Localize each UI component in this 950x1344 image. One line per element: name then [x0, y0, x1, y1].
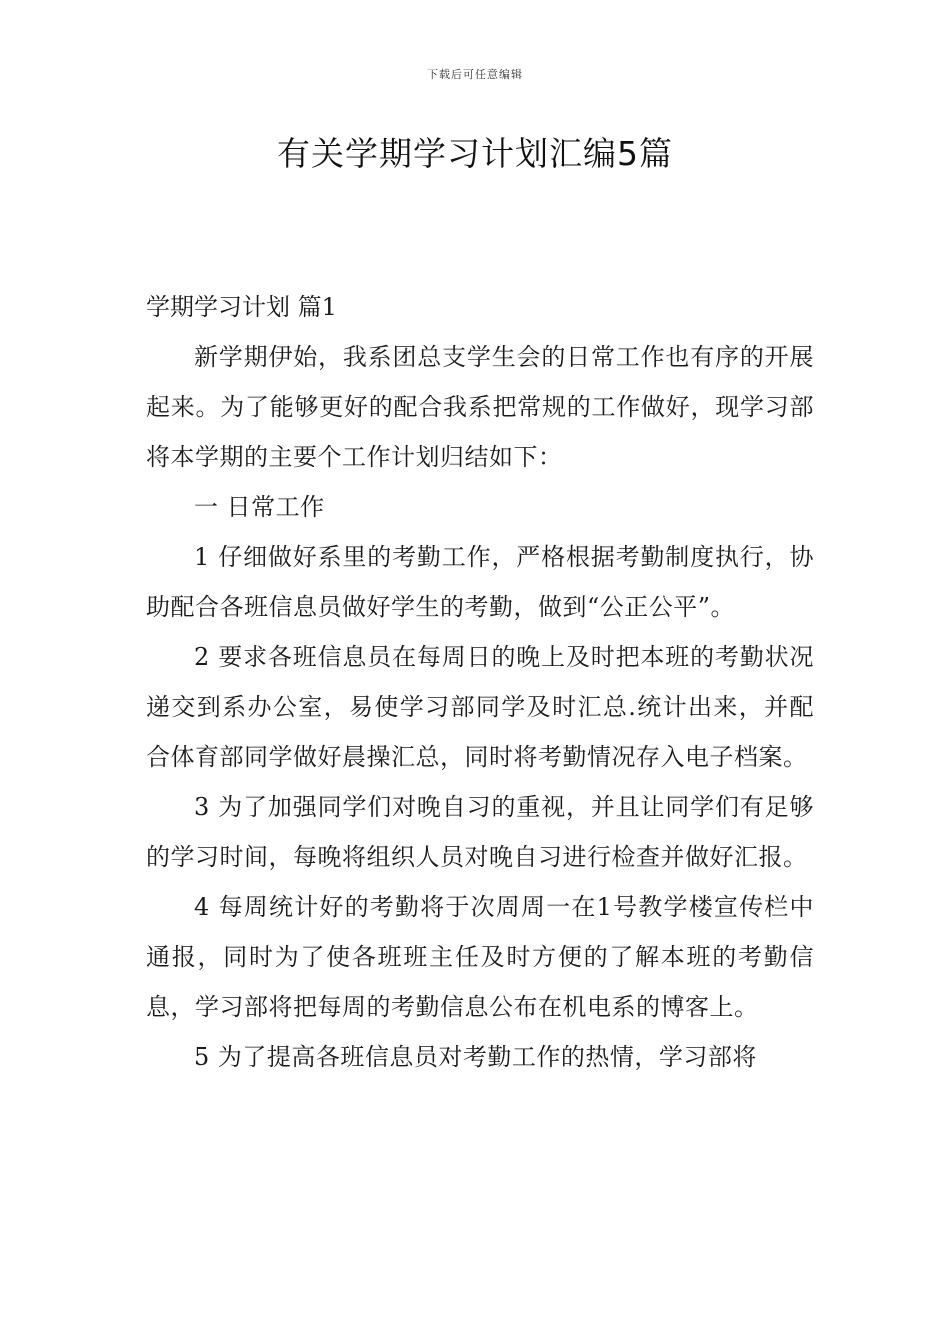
paragraph-item-5: 5 为了提高各班信息员对考勤工作的热情，学习部将 [194, 1043, 757, 1071]
paragraph-item-1: 1 仔细做好系里的考勤工作，严格根据考勤制度执行，协助配合各班信息员做好学生的考勤，做到“公正公平”。 [146, 543, 814, 621]
paragraph-item-3: 3 为了加强同学们对晚自习的重视，并且让同学们有足够的学习时间，每晚将组织人员对晚自习进行检查并做好汇报。 [146, 793, 814, 871]
paragraph-subheading: 一 日常工作 [194, 493, 325, 521]
paragraph-intro: 新学期伊始，我系团总支学生会的日常工作也有序的开展起来。为了能够更好的配合我系把常规的工作做好，现学习部将本学期的主要个工作计划归结如下： [146, 343, 814, 471]
paragraph-item-2: 2 要求各班信息员在每周日的晚上及时把本班的考勤状况递交到系办公室，易使学习部同学及时汇总.统计出来，并配合体育部同学做好晨操汇总，同时将考勤情况存入电子档案。 [146, 643, 814, 771]
section-heading: 学期学习计划 篇1 [146, 293, 337, 321]
document-body [146, 282, 814, 1082]
header-note: 下载后可任意编辑 [427, 68, 523, 81]
paragraph-item-4: 4 每周统计好的考勤将于次周周一在1号教学楼宣传栏中通报，同时为了使各班班主任及时方便的了解本班的考勤信息，学习部将把每周的考勤信息公布在机电系的博客上。 [146, 893, 814, 1021]
document-title: 有关学期学习计划汇编5篇 [277, 134, 673, 173]
